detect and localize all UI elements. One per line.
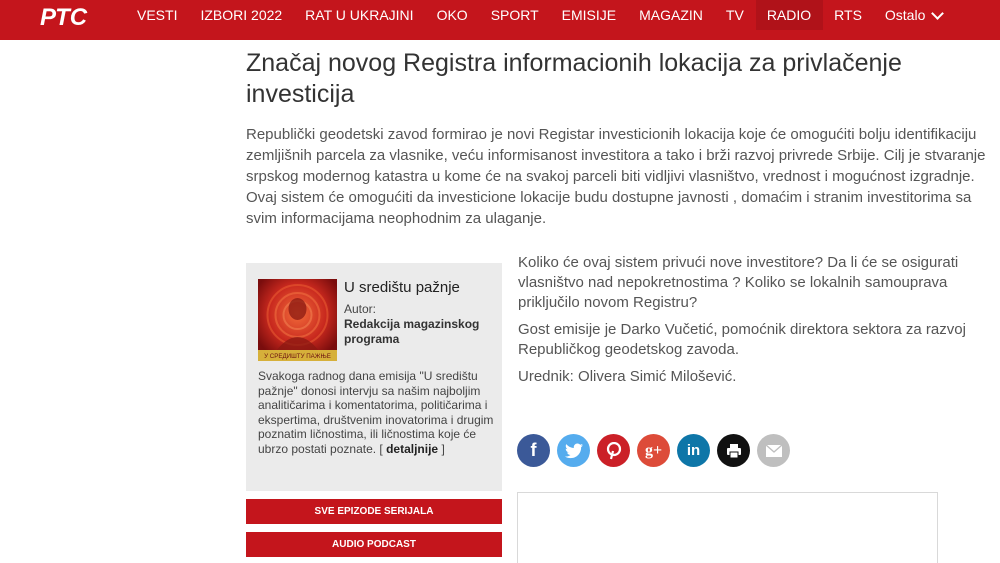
chevron-down-icon: [932, 7, 945, 20]
linkedin-share-button[interactable]: [677, 434, 710, 467]
all-episodes-button[interactable]: SVE EPIZODE SERIJALA: [246, 499, 502, 524]
google-plus-share-button[interactable]: [637, 434, 670, 467]
twitter-share-button[interactable]: [557, 434, 590, 467]
pinterest-share-button[interactable]: [597, 434, 630, 467]
article-body: [518, 253, 998, 394]
author-name: Redakcija magazinskog programa: [344, 317, 480, 346]
show-name[interactable]: U središtu pažnje: [344, 279, 460, 296]
linkedin-icon: in: [686, 442, 701, 459]
print-button[interactable]: [717, 434, 750, 467]
details-link[interactable]: detaljnije: [386, 441, 439, 456]
svg-text:РТС: РТС: [40, 4, 88, 29]
embedded-player-frame[interactable]: [517, 492, 938, 563]
email-share-button[interactable]: [757, 434, 790, 467]
facebook-share-button[interactable]: [517, 434, 550, 467]
article-lead: Republički geodetski zavod formirao je novi Registar investicionih lokacija koje će omogućiti bolju identifikaciju zemljišnih parcela za vlasnike, veću informisanost investitora a tako i brži razvoj privrede Srbije. Cilj je stvaranje srpskog modernog katastra u kome će na svakoj parceli biti vidljivi vlasništvo, vrednost i mogućnost izgradnje. Ovaj sistem će omogućiti da investicione lokacije budu dostupne javnosti , domaćim i stranim investitorima sa svim informacijama neophodnim za ulaganje.: [246, 126, 986, 227]
nav-item-magazin[interactable]: MAGAZIN: [639, 7, 703, 23]
rts-logo[interactable]: [40, 3, 100, 29]
article-paragraph: Koliko će ovaj sistem privući nove investitore? Da li će se osigurati vlasništvo nad nepokretnostima ? Koliko se lokalnih samouprava priključilo novom Registru?: [518, 254, 959, 311]
nav-item-radio[interactable]: RADIO: [756, 0, 823, 30]
article-title: Značaj novog Registra informacionih lokacija za privlačenje investicija: [246, 49, 902, 108]
nav-item-ostalo-label: Ostalo: [884, 7, 926, 23]
nav-item-vesti[interactable]: VESTI: [137, 7, 178, 23]
show-description: [258, 369, 494, 457]
nav-item-rat-u-ukrajini[interactable]: RAT U UKRAJINI: [305, 7, 414, 23]
share-bar: [517, 434, 790, 467]
nav-item-ostalo[interactable]: [874, 0, 954, 30]
show-thumbnail[interactable]: [258, 279, 337, 361]
article-paragraph: Gost emisije je Darko Vučetić, pomoćnik direktora sektora za razvoj Republičkog geodetskog zavoda.: [518, 321, 966, 358]
nav-item-rts[interactable]: RTS: [834, 7, 862, 23]
google-plus-icon: g+: [644, 441, 663, 459]
nav-menu: [126, 0, 954, 30]
top-navigation: [0, 0, 1000, 40]
email-icon: [766, 445, 782, 457]
show-description-text: Svakoga radnog dana emisija "U središtu pažnje" donosi intervju sa našim najboljim analitičarima i komentatorima, političarima i ekspertima, društvenim inovatorima i drugim poznatim ličnostima, ili ličnostima koje će ubrzo postati poznate.: [258, 369, 494, 456]
facebook-icon: f: [530, 440, 537, 460]
nav-item-izbori-2022[interactable]: IZBORI 2022: [200, 7, 283, 23]
nav-item-emisije[interactable]: EMISIJE: [561, 7, 617, 23]
author-label: Autor:: [344, 302, 377, 316]
more-open-bracket: [: [379, 441, 387, 456]
nav-item-tv[interactable]: TV: [725, 7, 744, 23]
more-close-bracket: ]: [438, 441, 445, 456]
twitter-icon: [565, 443, 583, 459]
nav-item-sport[interactable]: SPORT: [490, 7, 539, 23]
nav-item-oko[interactable]: OKO: [436, 7, 468, 23]
show-info-box: [246, 263, 502, 491]
audio-podcast-button[interactable]: AUDIO PODCAST: [246, 532, 502, 557]
print-icon: [726, 443, 742, 459]
article-paragraph: Urednik: Olivera Simić Milošević.: [518, 368, 737, 385]
svg-text:У СРЕДИШТУ ПАЖЊЕ: У СРЕДИШТУ ПАЖЊЕ: [264, 353, 331, 360]
pinterest-icon: [606, 442, 622, 460]
